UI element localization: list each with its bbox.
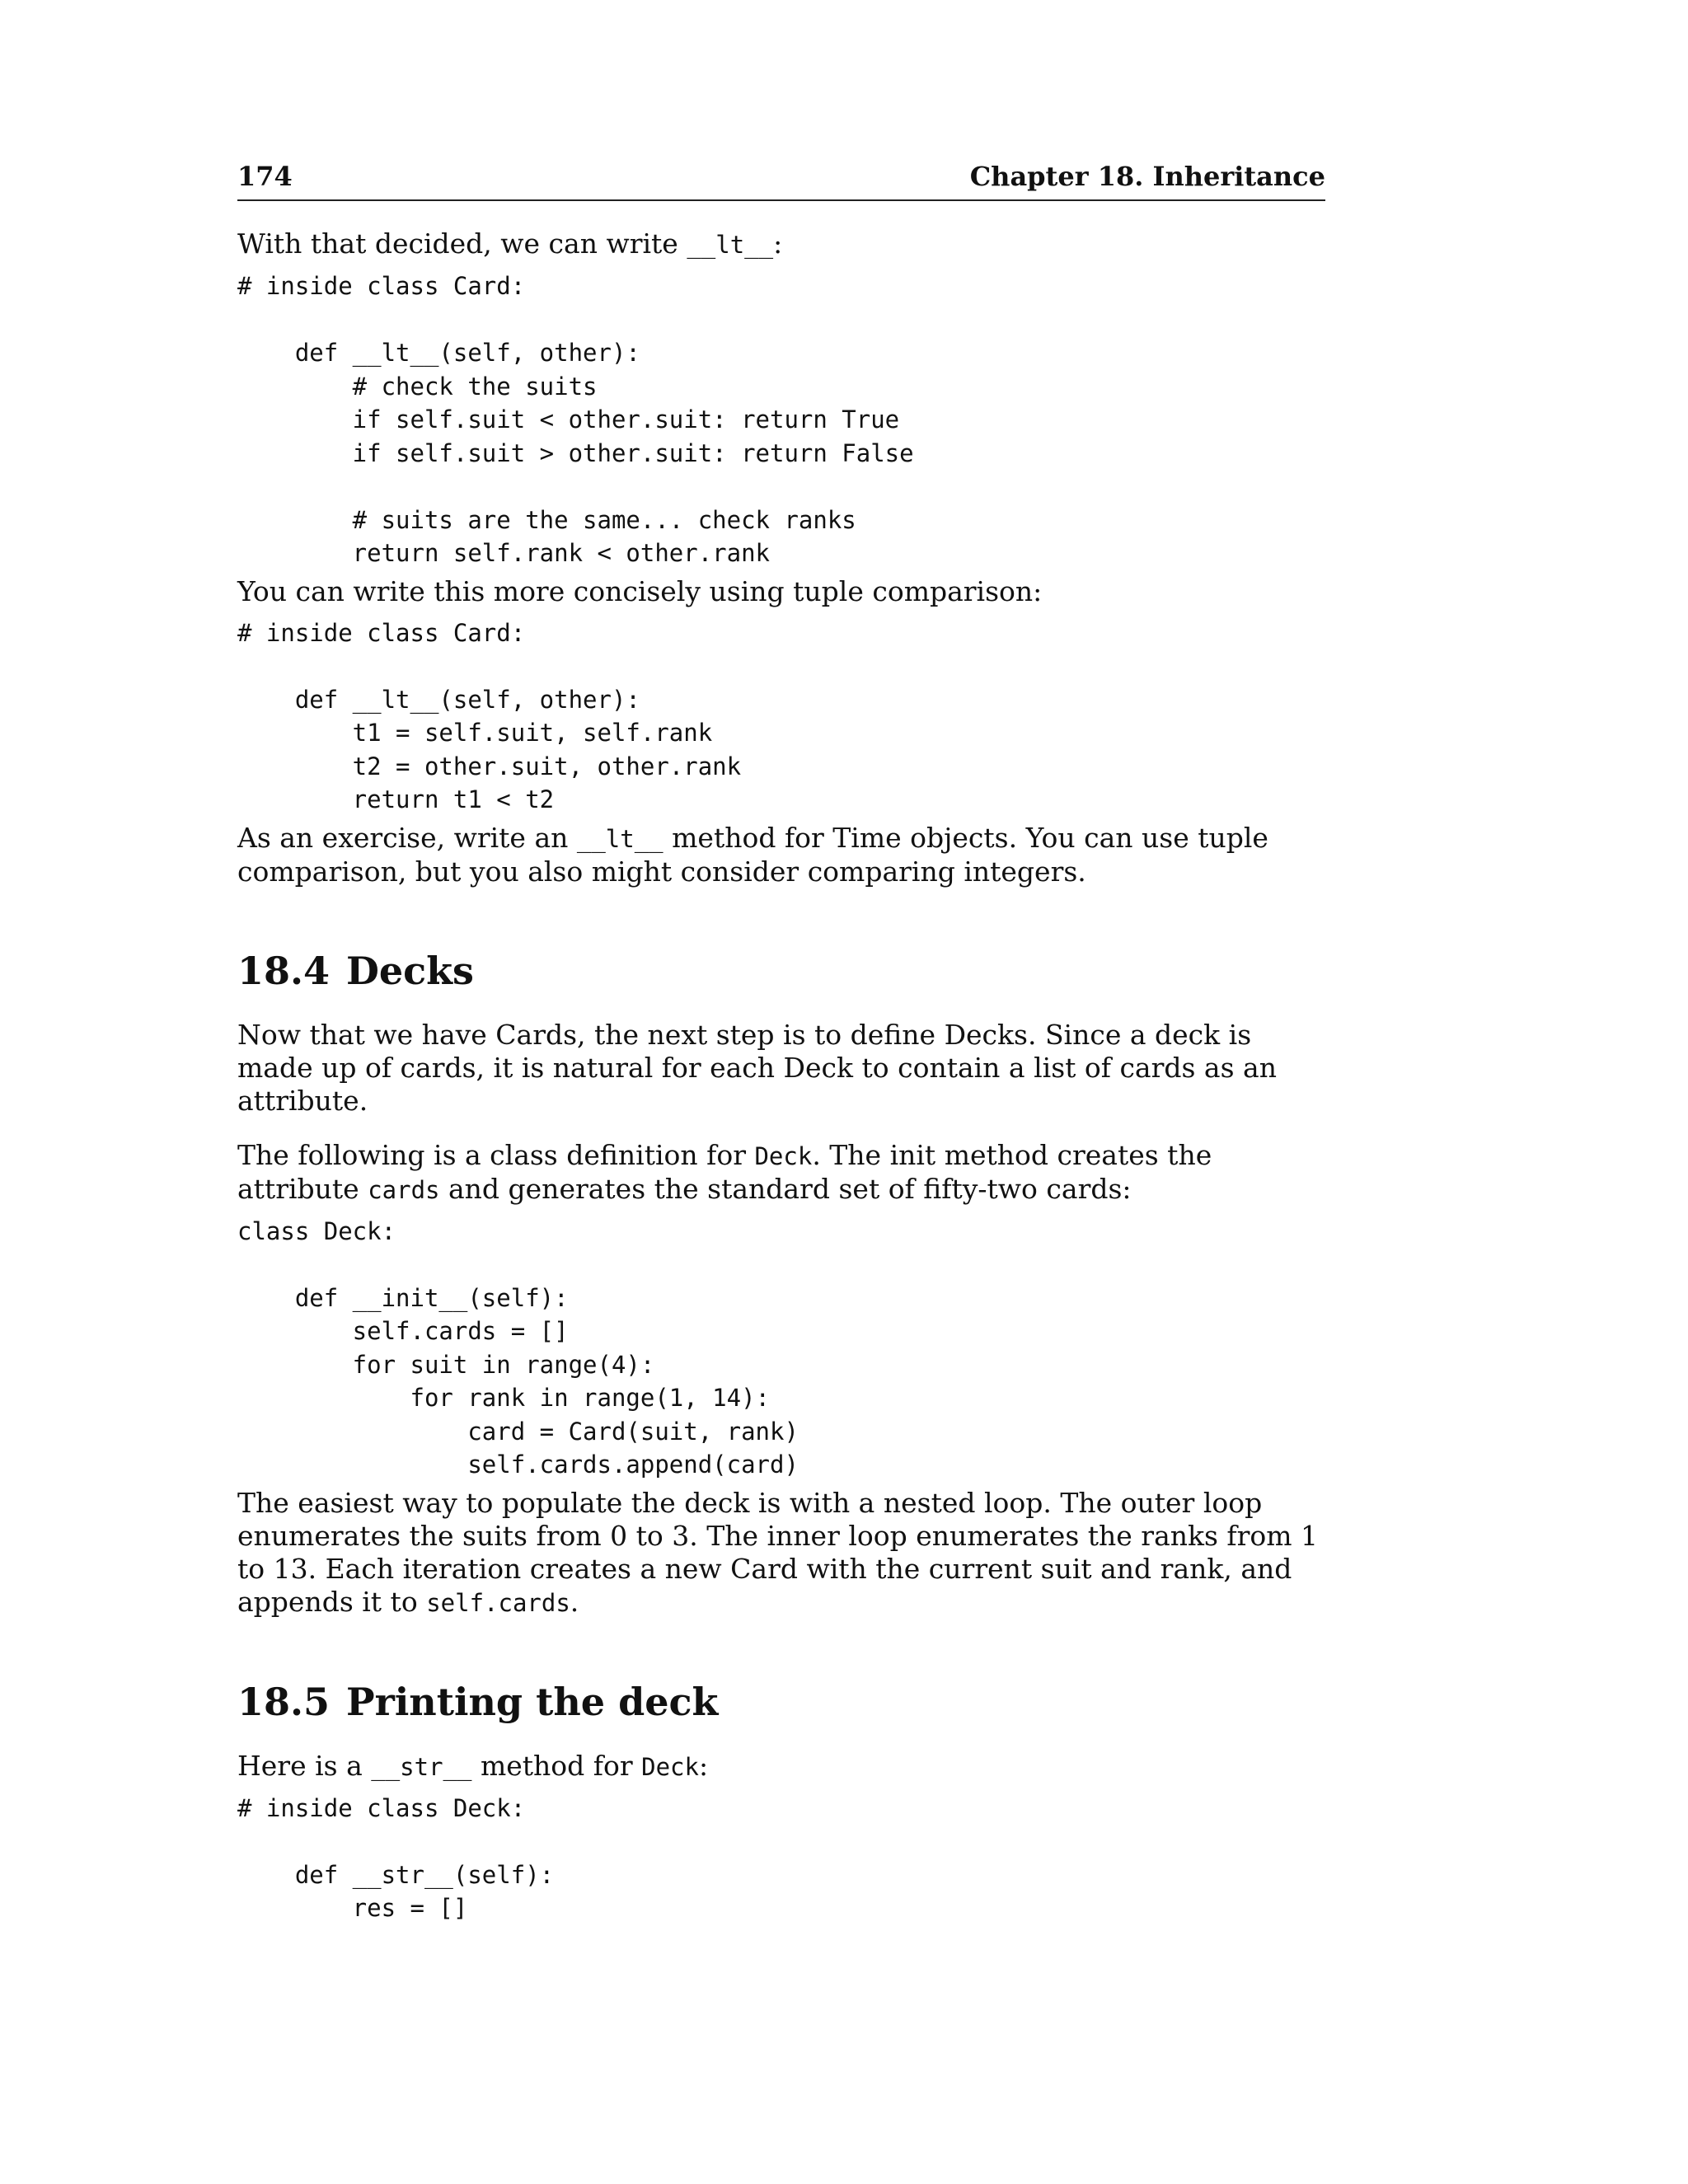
inline-code: Deck xyxy=(754,1141,813,1170)
code-block-deck-class: class Deck: def __init__(self): self.cards = [] for suit in range(4): for rank in range(1, 14): card = Card(suit, rank) self.cards.append(card) xyxy=(237,1216,799,1479)
concise-paragraph: You can write this more concisely using tuple comparison: xyxy=(237,574,1043,607)
decks-paragraph-2: The following is a class definition for Deck. The init method creates the attribute cards and generates the standard set of fifty-two cards: xyxy=(237,1138,1212,1205)
exercise-paragraph: As an exercise, write an __lt__ method for Time objects. You can use tuple comparison, but you also might consider comparing integers. xyxy=(237,821,1268,888)
inline-code: cards xyxy=(368,1175,440,1204)
page-body xyxy=(237,201,1325,1925)
inline-code: self.cards xyxy=(426,1588,570,1617)
section-title: Printing the deck xyxy=(346,1679,719,1724)
inline-code: Deck xyxy=(641,1752,699,1781)
section-title: Decks xyxy=(346,948,474,993)
section-heading-printing xyxy=(237,1679,1325,1725)
section-number: 18.4 xyxy=(237,948,331,993)
code-block-deck-str: # inside class Deck: def __str__(self): res = [] xyxy=(237,1793,555,1922)
decks-paragraph-1: Now that we have Cards, the next step is to define Decks. Since a deck is made up of cards, it is natural for each Deck to contain a list of cards as an attribute. xyxy=(237,1018,1277,1117)
code-block-lt-tuple: # inside class Card: def __lt__(self, other): t1 = self.suit, self.rank t2 = other.suit, other.rank return t1 < t2 xyxy=(237,618,742,813)
page-number: 174 xyxy=(237,161,293,192)
section-number: 18.5 xyxy=(237,1679,331,1724)
inline-code: __str__ xyxy=(371,1752,472,1781)
inline-code: __lt__ xyxy=(687,231,774,259)
section-heading-decks xyxy=(237,948,1325,994)
running-header xyxy=(237,157,1325,201)
code-block-lt: # inside class Card: def __lt__(self, other): # check the suits if self.suit < other.suit: return True if self.suit > other.suit: return False # suits are the same... check ranks return self.rank < other.rank xyxy=(237,272,914,567)
inline-code: __lt__ xyxy=(576,824,663,853)
intro-paragraph: With that decided, we can write __lt__: xyxy=(237,227,783,260)
chapter-title: Chapter 18. Inheritance xyxy=(969,161,1325,192)
decks-paragraph-3: The easiest way to populate the deck is with a nested loop. The outer loop enumerates the suits from 0 to 3. The inner loop enumerates the ranks from 1 to 13. Each iteration creates a new Card with the current suit and rank, and appends it to self.cards. xyxy=(237,1486,1319,1618)
book-page xyxy=(237,157,1325,1930)
printing-paragraph: Here is a __str__ method for Deck: xyxy=(237,1749,709,1782)
